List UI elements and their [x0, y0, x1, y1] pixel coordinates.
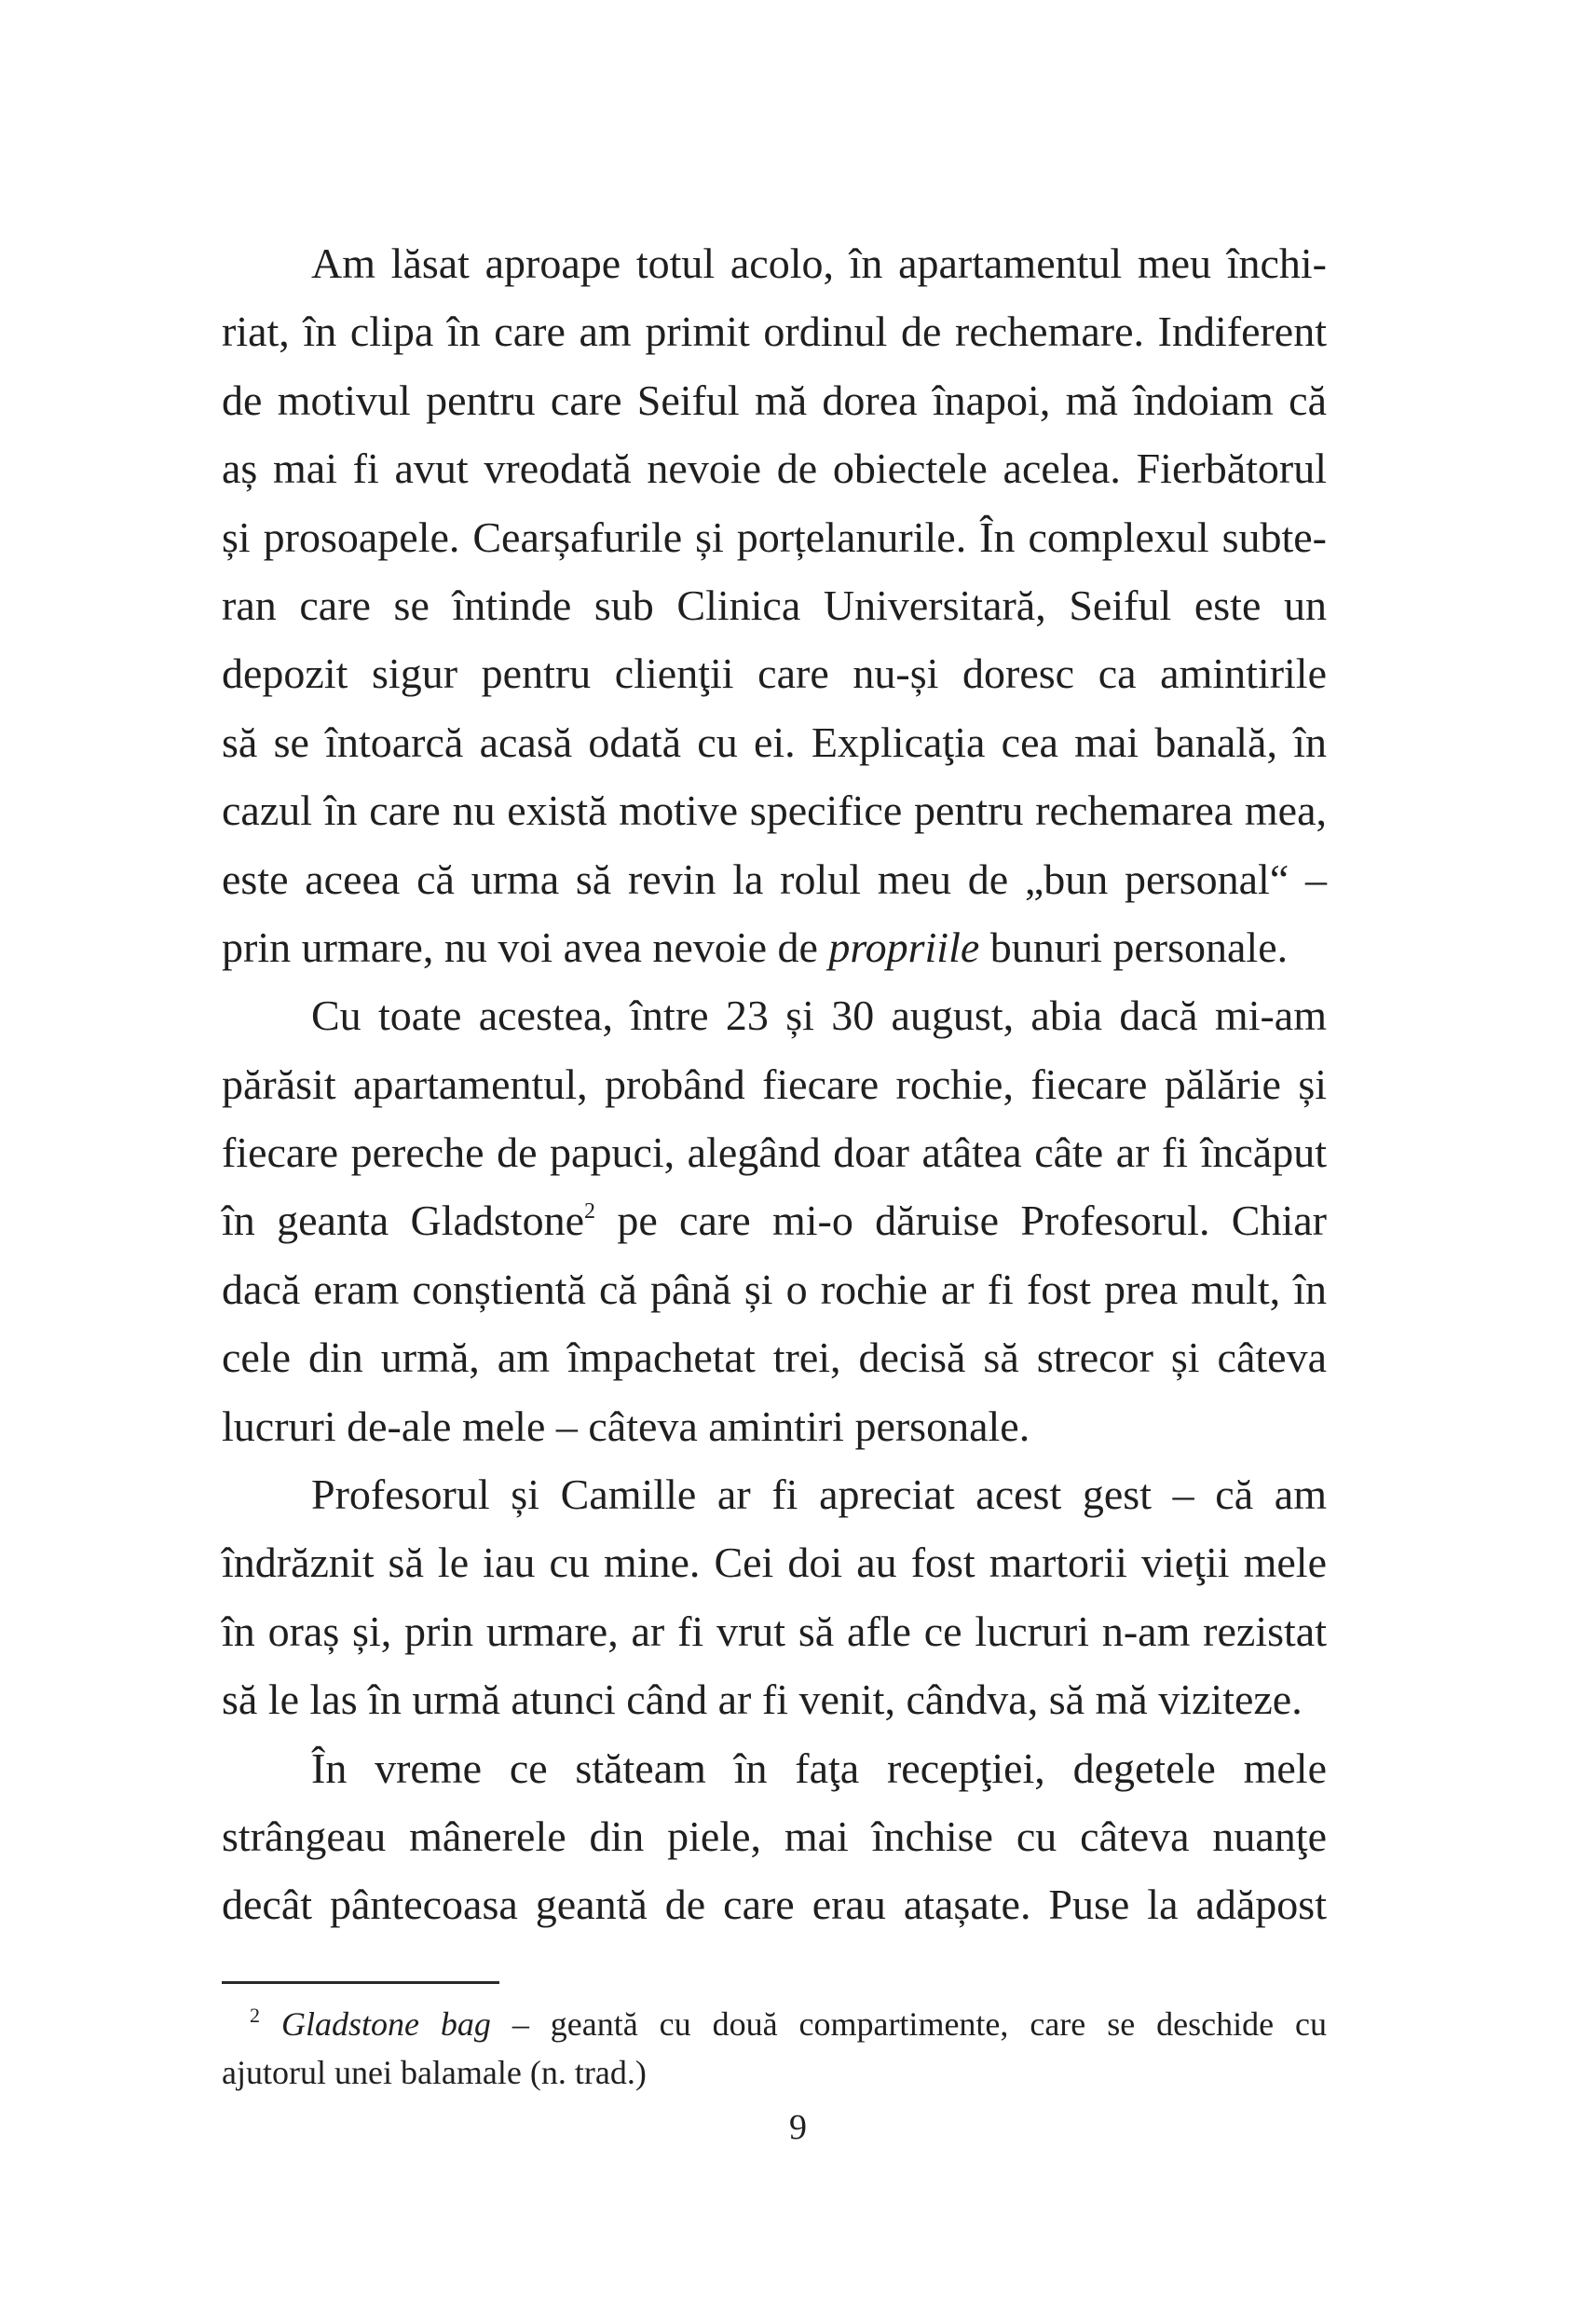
- paragraph-2-line-7: lucruri de-ale mele – câteva amintiri personale.: [222, 1402, 1030, 1450]
- footnote-line-1: [222, 2000, 1327, 2048]
- footnote-marker: 2: [250, 2004, 260, 2027]
- footnote-line-2: ajutorul unei balamale (n. trad.): [222, 2054, 647, 2091]
- paragraph-3-line-3: în oraș și, prin urmare, ar fi vrut să afle ce lucruri n-am rezistat: [222, 1607, 1327, 1655]
- footnote-divider: [222, 1981, 499, 1984]
- page-number: 9: [789, 2108, 807, 2147]
- paragraph-2-line-2: părăsit apartamentul, probând fiecare rochie, fiecare pălărie și: [222, 1060, 1327, 1108]
- paragraph-1-line-11: [222, 913, 1327, 981]
- paragraph-1-line-8: să se întoarcă acasă odată cu ei. Explicaţia cea mai banală, în: [222, 718, 1327, 766]
- line-text: bunuri personale.: [979, 923, 1289, 971]
- paragraph-1-line-6: ran care se întinde sub Clinica Universitară, Seiful este un: [222, 581, 1327, 629]
- paragraph-2-line-5: dacă eram conștientă că până și o rochie ar fi fost prea mult, în: [222, 1265, 1327, 1313]
- paragraph-1-line-1: Am lăsat aproape totul acolo, în apartamentul meu închi-: [311, 239, 1327, 287]
- paragraph-1-line-5: și prosoapele. Cearșafurile și porțelanurile. În complexul subte-: [222, 513, 1327, 561]
- paragraph-2-line-6: cele din urmă, am împachetat trei, decisă să strecor și câteva: [222, 1334, 1327, 1382]
- paragraph-3-line-1: Profesorul și Camille ar fi apreciat acest gest – că am: [311, 1471, 1327, 1519]
- paragraph-1-line-7: depozit sigur pentru clienţii care nu-și doresc ca amintirile: [222, 650, 1327, 698]
- italic-word: propriile: [828, 923, 980, 971]
- paragraph-1-line-3: de motivul pentru care Seiful mă dorea înapoi, mă îndoiam că: [222, 376, 1327, 424]
- paragraph-3-line-4: să le las în urmă atunci când ar fi venit, cândva, să mă viziteze.: [222, 1676, 1303, 1724]
- body-text: [222, 229, 1327, 1939]
- paragraph-2-line-1: Cu toate acestea, între 23 și 30 august, abia dacă mi-am: [311, 992, 1327, 1040]
- line-text: pe care mi-o dăruise Profesorul. Chiar: [594, 1197, 1327, 1245]
- paragraph-2-line-4: [222, 1186, 1327, 1254]
- paragraph-1-line-10: este aceea că urma să revin la rolul meu de „bun personal“ –: [222, 855, 1327, 903]
- footnote-term: Gladstone bag: [280, 2005, 491, 2043]
- paragraph-4-line-2: strângeau mânerele din piele, mai închise cu câteva nuanţe: [222, 1812, 1327, 1860]
- paragraph-1-line-9: cazul în care nu există motive specifice pentru rechemarea mea,: [222, 787, 1327, 835]
- footnote: [222, 2000, 1327, 2097]
- paragraph-3-line-2: îndrăznit să le iau cu mine. Cei doi au fost martorii vieţii mele: [222, 1539, 1327, 1587]
- line-text: în geanta Gladstone: [222, 1197, 584, 1245]
- footnote-text: – geantă cu două compartimente, care se deschide cu: [490, 2005, 1327, 2043]
- line-text: prin urmare, nu voi avea nevoie de: [222, 923, 829, 971]
- paragraph-1-line-4: aș mai fi avut vreodată nevoie de obiectele acelea. Fierbătorul: [222, 445, 1327, 493]
- footnote-reference[interactable]: 2: [583, 1199, 595, 1224]
- paragraph-1-line-2: riat, în clipa în care am primit ordinul de rechemare. Indiferent: [222, 308, 1327, 356]
- paragraph-4-line-1: În vreme ce stăteam în faţa recepţiei, degetele mele: [311, 1744, 1327, 1792]
- paragraph-2-line-3: fiecare pereche de papuci, alegând doar atâtea câte ar fi încăput: [222, 1129, 1327, 1177]
- paragraph-4-line-3: decât pântecoasa geantă de care erau atașate. Puse la adăpost: [222, 1881, 1327, 1929]
